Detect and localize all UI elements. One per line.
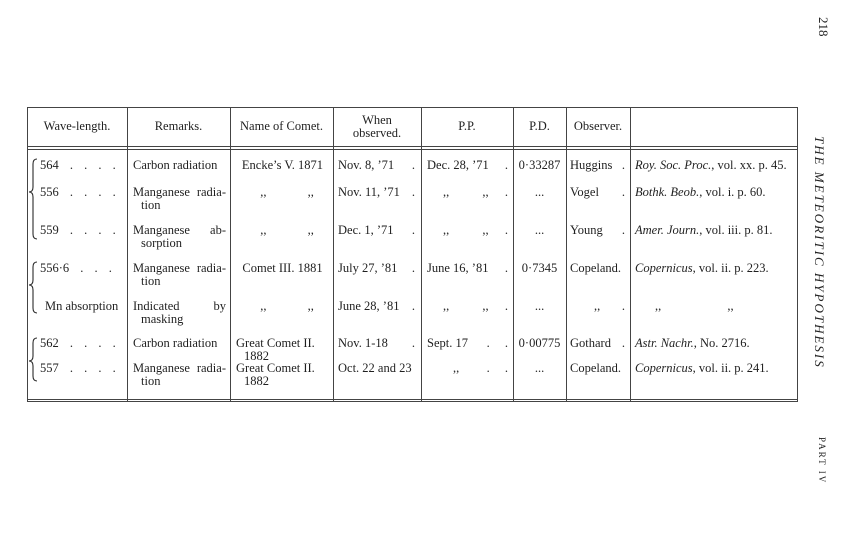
pd-cell: 0·7345 <box>521 261 558 275</box>
leader-dots: . <box>504 261 508 275</box>
remarks-cell <box>127 186 230 212</box>
reference-source: Astr. Nachr. <box>635 336 694 350</box>
leader-dots: . <box>621 185 625 199</box>
wavelength-cell: 559 . . . . <box>40 223 116 237</box>
remarks-cell <box>127 300 230 326</box>
header-when-observed <box>333 114 421 140</box>
pp-cell <box>421 224 513 237</box>
when-observed-cell <box>333 186 421 199</box>
leader-dots: . <box>504 158 508 172</box>
when-observed-date: Dec. 1, ’71 <box>338 223 394 237</box>
remarks-line: Manganese radia- <box>133 185 226 199</box>
remarks-cell <box>127 262 230 288</box>
reference-cell <box>630 362 797 375</box>
observer-name: Copeland. <box>570 361 622 375</box>
comet-line: Great Comet II. <box>236 336 315 350</box>
comet-line: Encke’s V. 1871 <box>241 158 324 172</box>
leader-dots: . <box>621 223 625 237</box>
comet-line: Great Comet II. <box>236 361 315 375</box>
header-comet: Name of Comet. <box>240 119 323 133</box>
table-bottom-rule <box>27 401 798 402</box>
comet-cell <box>230 300 333 313</box>
table-row <box>27 300 797 326</box>
ditto-marks: ,, <box>453 361 460 375</box>
observer-cell <box>566 337 630 350</box>
remarks-line: Indicated by <box>133 299 226 313</box>
table-row <box>27 337 797 363</box>
header-observer: Observer. <box>573 119 623 133</box>
leader-dots: . <box>411 299 415 313</box>
pd-cell: ... <box>534 223 545 237</box>
remarks-cell <box>127 337 230 350</box>
leader-dots: . <box>411 158 415 172</box>
part-label: PART IV <box>817 437 827 485</box>
header-wavelength: Wave-length. <box>43 119 111 133</box>
leader-dots: . <box>411 261 415 275</box>
observer-name: Copeland. <box>570 261 622 275</box>
reference-cell <box>630 300 797 313</box>
remarks-line: tion <box>141 198 161 212</box>
reference-cell <box>630 159 797 172</box>
wavelength-cell: 564 . . . . <box>40 158 116 172</box>
running-title: THE METEORITIC HYPOTHESIS <box>812 136 827 369</box>
leader-dots: . <box>411 223 415 237</box>
pp-cell <box>421 337 513 350</box>
remarks-line: Manganese radia- <box>133 361 226 375</box>
leader-dots: . <box>621 158 625 172</box>
pp-date: June 16, ’81 <box>427 261 489 275</box>
table-bottom-rule <box>27 399 798 400</box>
observer-cell <box>566 262 630 275</box>
pp-cell <box>421 300 513 313</box>
observer-cell <box>566 224 630 237</box>
header-pd: P.D. <box>529 119 550 133</box>
comet-cell <box>230 159 333 172</box>
remarks-line: Carbon radiation <box>133 336 218 350</box>
when-observed-date: June 28, ’81 <box>338 299 400 313</box>
observer-cell <box>566 159 630 172</box>
leader-dots: . . <box>486 336 508 350</box>
wavelength-cell: 556·6 . . . <box>40 261 112 275</box>
reference-cell <box>630 262 797 275</box>
when-observed-cell <box>333 362 421 375</box>
header-rule <box>27 146 798 147</box>
ditto-marks: ,, ,, <box>260 185 314 199</box>
header-pp: P.P. <box>458 119 476 133</box>
table-row <box>27 159 797 172</box>
reference-detail: , vol. ii. p. 223. <box>692 261 769 275</box>
remarks-cell <box>127 362 230 388</box>
ditto-marks: ,, ,, <box>443 223 489 237</box>
comet-line: 1882 <box>244 349 269 363</box>
wavelength-cell: Mn absorption <box>45 299 119 313</box>
remarks-line: tion <box>141 374 161 388</box>
pd-cell: ... <box>534 361 545 375</box>
table-row <box>27 186 797 212</box>
observer-cell <box>566 300 630 313</box>
ditto-marks: ,, ,, <box>443 299 489 313</box>
reference-source: Roy. Soc. Proc. <box>635 158 712 172</box>
comet-cell <box>230 262 333 275</box>
wavelength-cell: 562 . . . . <box>40 336 116 350</box>
reference-cell <box>630 337 797 350</box>
reference-detail: , vol. i. p. 60. <box>699 185 766 199</box>
when-observed-cell <box>333 337 421 350</box>
table-row <box>27 362 797 388</box>
observer-cell <box>566 186 630 199</box>
comet-cell <box>230 224 333 237</box>
pd-cell: ... <box>534 299 545 313</box>
observer-cell <box>566 362 630 375</box>
reference-cell <box>630 224 797 237</box>
remarks-cell <box>127 224 230 250</box>
leader-dots: . <box>411 336 415 350</box>
when-observed-cell <box>333 262 421 275</box>
observer-name: Young <box>570 223 603 237</box>
table-row <box>27 224 797 250</box>
ditto-marks: ,, ,, <box>655 299 734 313</box>
leader-dots: . <box>504 299 508 313</box>
comet-cell <box>230 186 333 199</box>
header-when-line: observed. <box>352 125 402 140</box>
leader-dots: . . <box>486 361 508 375</box>
reference-source: Bothk. Beob. <box>635 185 700 199</box>
pp-date: Dec. 28, ’71 <box>427 158 489 172</box>
remarks-line: sorption <box>141 236 182 250</box>
reference-detail: , vol. xx. p. 45. <box>711 158 787 172</box>
reference-cell <box>630 186 797 199</box>
leader-dots: . <box>411 185 415 199</box>
remarks-line: Carbon radiation <box>133 158 218 172</box>
remarks-line: tion <box>141 274 161 288</box>
when-observed-date: Oct. 22 and 23 <box>338 361 412 375</box>
pp-cell <box>421 362 513 375</box>
leader-dots: . <box>621 336 625 350</box>
when-observed-cell <box>333 159 421 172</box>
wavelength-cell: 557 . . . . <box>40 361 116 375</box>
when-observed-date: July 27, ’81 <box>338 261 398 275</box>
remarks-line: Manganese radia- <box>133 261 226 275</box>
pd-cell: 0·00775 <box>518 336 561 350</box>
ditto-marks: ,, ,, <box>260 299 314 313</box>
pd-cell: ... <box>534 185 545 199</box>
leader-dots: . <box>621 299 625 313</box>
reference-source: Copernicus <box>635 361 693 375</box>
comet-line: Comet III. 1881 <box>242 261 323 275</box>
header-rule <box>27 149 798 150</box>
pp-cell <box>421 262 513 275</box>
when-observed-date: Nov. 8, ’71 <box>338 158 395 172</box>
observer-name: Huggins <box>570 158 613 172</box>
table-header <box>27 107 797 146</box>
observer-name: Vogel <box>570 185 599 199</box>
ditto-marks: ,, ,, <box>260 223 314 237</box>
table-row <box>27 262 797 288</box>
pp-cell <box>421 159 513 172</box>
when-observed-date: Nov. 1-18 <box>338 336 388 350</box>
ditto-marks: ,, <box>594 299 601 313</box>
when-observed-cell <box>333 300 421 313</box>
wavelength-cell: 556 . . . . <box>40 185 116 199</box>
table-right-border <box>797 107 798 402</box>
observer-name: Gothard <box>570 336 611 350</box>
reference-detail: , vol. ii. p. 241. <box>692 361 769 375</box>
pp-date: Sept. 17 <box>427 336 468 350</box>
reference-source: Copernicus <box>635 261 693 275</box>
header-when-line: When <box>362 112 392 127</box>
leader-dots: . <box>504 185 508 199</box>
leader-dots: . <box>504 223 508 237</box>
pp-cell <box>421 186 513 199</box>
pd-cell: 0·33287 <box>518 158 561 172</box>
reference-source: Amer. Journ. <box>635 223 700 237</box>
comet-line: 1882 <box>244 374 269 388</box>
remarks-cell <box>127 159 230 172</box>
ditto-marks: ,, ,, <box>443 185 489 199</box>
when-observed-cell <box>333 224 421 237</box>
comet-cell <box>230 337 333 363</box>
comet-cell <box>230 362 333 388</box>
remarks-line: Manganese ab- <box>133 223 226 237</box>
reference-detail: , vol. iii. p. 81. <box>699 223 773 237</box>
reference-detail: , No. 2716. <box>693 336 750 350</box>
header-remarks: Remarks. <box>154 119 203 133</box>
when-observed-date: Nov. 11, ’71 <box>338 185 400 199</box>
page-number: 218 <box>816 17 831 37</box>
remarks-line: masking <box>141 312 184 326</box>
